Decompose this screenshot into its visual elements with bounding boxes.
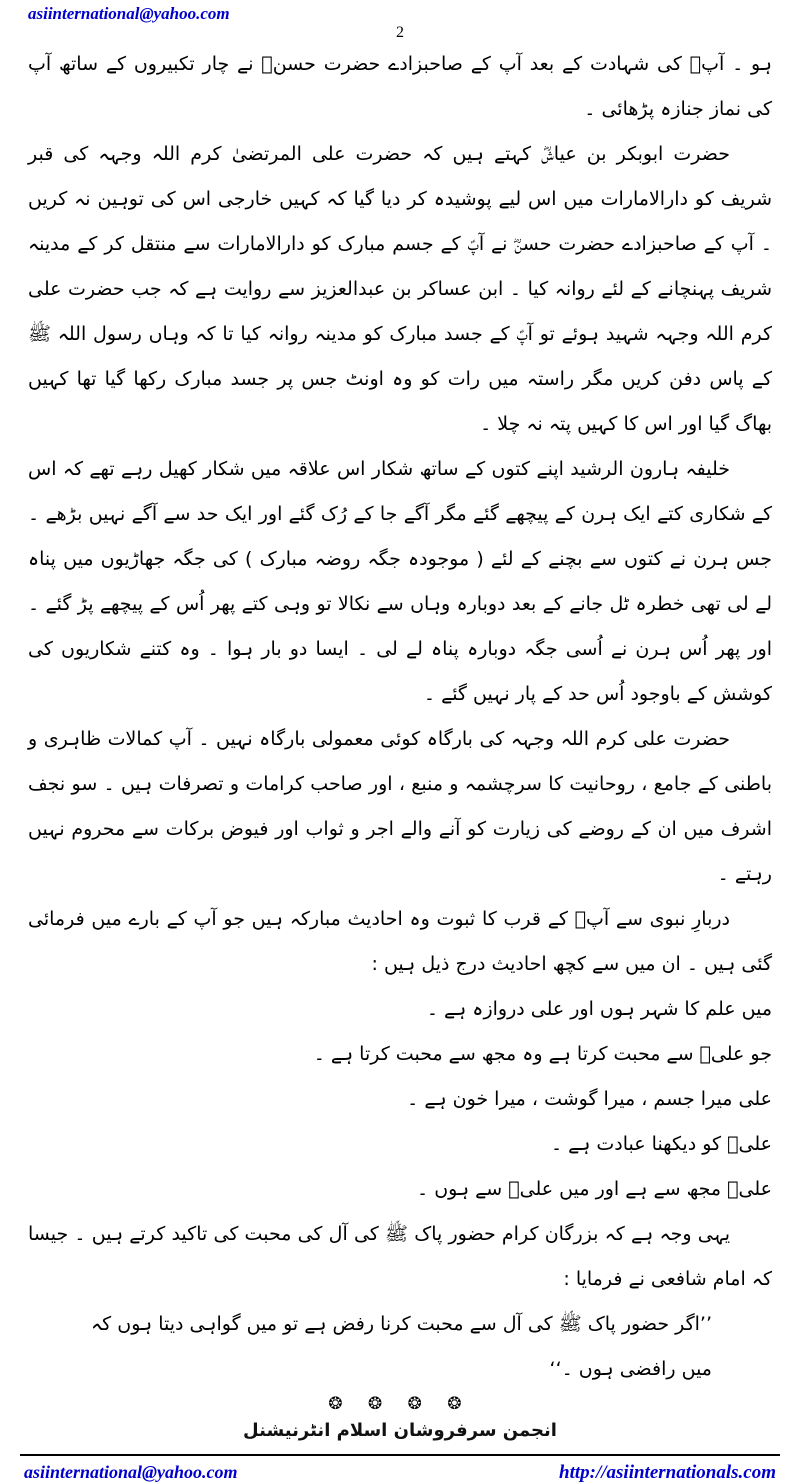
paragraph: حضرت علی کرم اللہ وجہہ کی بارگاہ کوئی معمولی بارگاہ نہیں ۔ آپ کمالات ظاہری و باطنی کے جامع ، روحانیت کا سرچشمہ و منبع ، اور صاحب کرامات و تصرفات ہیں ۔ سو نجف اشرف میں ان کے روضے کی زیارت کو آنے والے اجر و ثواب اور فیوض برکات سے محروم نہیں رہتے ۔ bbox=[28, 728, 772, 885]
hadith-item: علیؑ مجھ سے ہے اور میں علیؑ سے ہوں ۔ bbox=[417, 1178, 772, 1200]
imam-shafi-quote: ’’اگر حضور پاک ﷺ کی آل سے محبت کرنا رفض ہے تو میں گواہی دیتا ہوں کہ میں رافضی ہوں ۔‘‘ bbox=[91, 1313, 712, 1380]
hadith-item: جو علیؑ سے محبت کرتا ہے وہ مجھ سے محبت کرتا ہے ۔ bbox=[313, 1043, 772, 1065]
page-number: 2 bbox=[396, 24, 404, 41]
paragraph: ہو ۔ آپؑ کی شہادت کے بعد آپ کے صاحبزادے حضرت حسنؓ نے چار تکبیروں کے ساتھ آپ کی نماز جنازہ پڑھائی ۔ bbox=[28, 53, 772, 120]
paragraph: دربارِ نبوی سے آپؑ کے قرب کا ثبوت وہ احادیث مبارکہ ہیں جو آپ کے بارے میں فرمائی گئی ہیں ۔ ان میں سے کچھ احادیث درج ذیل ہیں : bbox=[28, 908, 772, 975]
hadith-item: علی میرا جسم ، میرا گوشت ، میرا خون ہے ۔ bbox=[407, 1088, 772, 1110]
flower-ornament-row: ❂ ❂ ❂ ❂ bbox=[328, 1394, 472, 1414]
paragraph: خلیفہ ہارون الرشید اپنے کتوں کے ساتھ شکار اس علاقہ میں شکار کھیل رہے تھے کہ اس کے شکاری کتے ایک ہرن کے پیچھے گئے مگر آگے جا کے رُک گئے اور ایک حد سے آگے نہیں بڑھے ۔ جس ہرن نے کتوں سے بچنے کے لئے ( موجودہ جگہ روضہ مبارک ) کی جگہ جھاڑیوں میں پناہ لے لی تھی خطرہ ٹل جانے کے بعد دوبارہ وہاں سے نکالا تو وہی کتے پھر اُس کے پیچھے پڑ گئے ۔ اور پھر اُس ہرن نے اُسی جگہ دوبارہ پناہ لے لی ۔ ایسا دو بار ہوا ۔ وہ کتنے شکاریوں کی کوشش کے باوجود اُس حد کے پار نہیں گئے ۔ bbox=[28, 458, 772, 705]
header-email-link[interactable]: asiinternational@yahoo.com bbox=[28, 4, 230, 23]
paragraph: حضرت ابوبکر بن عیاشؓ کہتے ہیں کہ حضرت علی المرتضیٰ کرم اللہ وجہہ کی قبر شریف کو دارالامارات میں اس لیے پوشیدہ کر دیا گیا کہ کہیں خارجی اس کی توہین نہ کریں ۔ آپ کے صاحبزادے حضرت حسنؓ نے آپؑ کے جسم مبارک کو دارالامارات سے منتقل کر کے مدینہ شریف پہنچانے کے لئے روانہ کیا ۔ ابن عساکر بن عبدالعزیز سے روایت ہے کہ جب حضرت علی کرم اللہ وجہہ شہید ہوئے تو آپؑ کے جسد مبارک کو مدینہ روانہ کیا تا کہ وہاں رسول اللہ ﷺ کے پاس دفن کریں مگر راستہ میں رات کو وہ اونٹ جس پر جسد مبارک رکھا گیا تھا کہیں بھاگ گیا اور اس کا کہیں پتہ نہ چلا ۔ bbox=[28, 143, 772, 435]
hadith-item: علیؑ کو دیکھنا عبادت ہے ۔ bbox=[550, 1133, 772, 1155]
footer-website-link[interactable]: http://asiinternationals.com bbox=[559, 1462, 776, 1483]
organization-name: انجمن سرفروشان اسلام انٹرنیشنل bbox=[243, 1420, 557, 1441]
footer-email-link[interactable]: asiinternational@yahoo.com bbox=[24, 1462, 238, 1482]
closing-paragraph: یہی وجہ ہے کہ بزرگان کرام حضور پاک ﷺ کی آل کی محبت کی تاکید کرتے ہیں ۔ جیسا کہ امام شافعی نے فرمایا : bbox=[28, 1223, 772, 1290]
hadith-item: میں علم کا شہر ہوں اور علی دروازہ ہے ۔ bbox=[426, 998, 772, 1020]
page-header bbox=[28, 4, 772, 24]
urdu-body-text bbox=[28, 42, 772, 1392]
page-footer bbox=[20, 1454, 780, 1484]
